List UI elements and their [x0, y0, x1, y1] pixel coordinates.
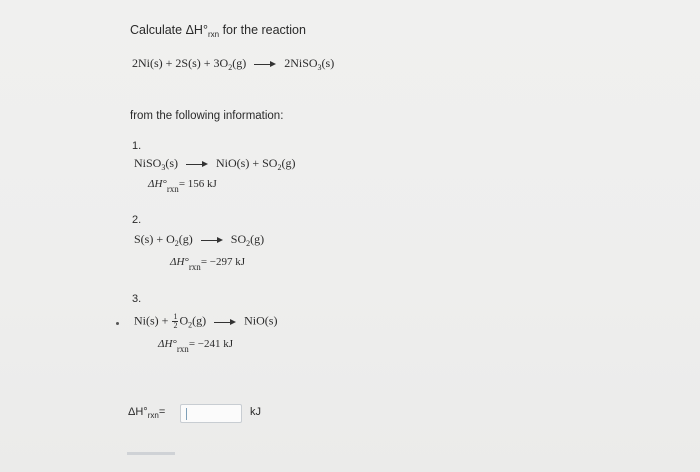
step-1-reaction: [134, 156, 295, 172]
fraction: [172, 313, 178, 330]
title-prefix: Calculate ΔH°: [130, 23, 208, 37]
question-title: [130, 23, 306, 39]
step-3-lhs-sub: 2: [188, 320, 193, 330]
step-number: 1.: [132, 140, 142, 152]
step-1-rhs: NiO(s) + SO: [216, 156, 278, 170]
step-2-lhs-sub: 2: [174, 239, 179, 248]
enthalpy-label: ΔH°: [158, 338, 177, 350]
step-3-enthalpy: [158, 338, 233, 354]
step-1-lhs-sub: 3: [161, 163, 166, 172]
bottom-divider: [127, 452, 175, 455]
step-3-lhs-state: (g): [192, 313, 207, 328]
enthalpy-value: = −297 kJ: [200, 256, 246, 268]
answer-label-sub: rxn: [147, 411, 159, 420]
answer-label: [128, 406, 165, 420]
reaction-arrow-icon: [214, 318, 236, 326]
title-suffix: for the reaction: [222, 23, 306, 37]
answer-label-prefix: ΔH°: [128, 406, 148, 418]
enthalpy-value: = −241 kJ: [188, 338, 234, 350]
reaction-arrow-icon: [186, 160, 208, 168]
enthalpy-sub: rxn: [166, 184, 179, 194]
enthalpy-sub: rxn: [176, 344, 189, 354]
step-2-rhs-state: (g): [250, 232, 265, 246]
step-2-reaction: [134, 232, 264, 248]
fraction-numerator: 1: [173, 312, 178, 321]
title-sub: rxn: [207, 30, 220, 39]
fraction-denominator: 2: [173, 321, 178, 330]
reaction-arrow-icon: [201, 236, 223, 244]
main-product-state: (s): [321, 56, 335, 70]
step-1-rhs-sub: 2: [277, 163, 282, 172]
step-2-enthalpy: [170, 256, 245, 272]
answer-label-equals: =: [158, 406, 166, 418]
step-2-lhs: S(s) + O: [134, 232, 175, 246]
main-product: 2NiSO: [284, 56, 318, 70]
reaction-arrow-icon: [254, 60, 276, 68]
step-3-rhs: NiO(s): [244, 313, 278, 328]
main-reactant-state: (g): [232, 56, 247, 70]
step-number: 3.: [132, 293, 142, 305]
answer-input[interactable]: [180, 404, 242, 423]
main-product-sub: 3: [317, 63, 322, 72]
step-2-lhs-state: (g): [178, 232, 193, 246]
step-2-rhs-sub: 2: [246, 239, 251, 248]
step-1-lhs-state: (s): [165, 156, 179, 170]
main-reactant-sub: 2: [228, 63, 233, 72]
unit-label: kJ: [250, 406, 261, 418]
bullet-dot: [116, 322, 119, 325]
enthalpy-label: ΔH°: [148, 178, 167, 190]
enthalpy-sub: rxn: [188, 262, 201, 272]
step-1-enthalpy: [148, 178, 217, 194]
enthalpy-label: ΔH°: [170, 256, 189, 268]
main-reaction: [132, 56, 334, 72]
step-2-rhs: SO: [230, 232, 247, 246]
step-3-lhs: Ni(s) +: [134, 313, 169, 328]
step-1-rhs-state: (g): [281, 156, 296, 170]
step-3-lhs-o: O: [179, 313, 189, 328]
step-number: 2.: [132, 214, 142, 226]
enthalpy-value: = 156 kJ: [178, 178, 217, 190]
from-info-text: from the following information:: [130, 110, 284, 122]
main-reactants: 2Ni(s) + 2S(s) + 3O: [132, 56, 229, 70]
text-caret: [186, 408, 187, 420]
step-3-reaction: [134, 313, 277, 330]
step-1-lhs: NiSO: [134, 156, 162, 170]
